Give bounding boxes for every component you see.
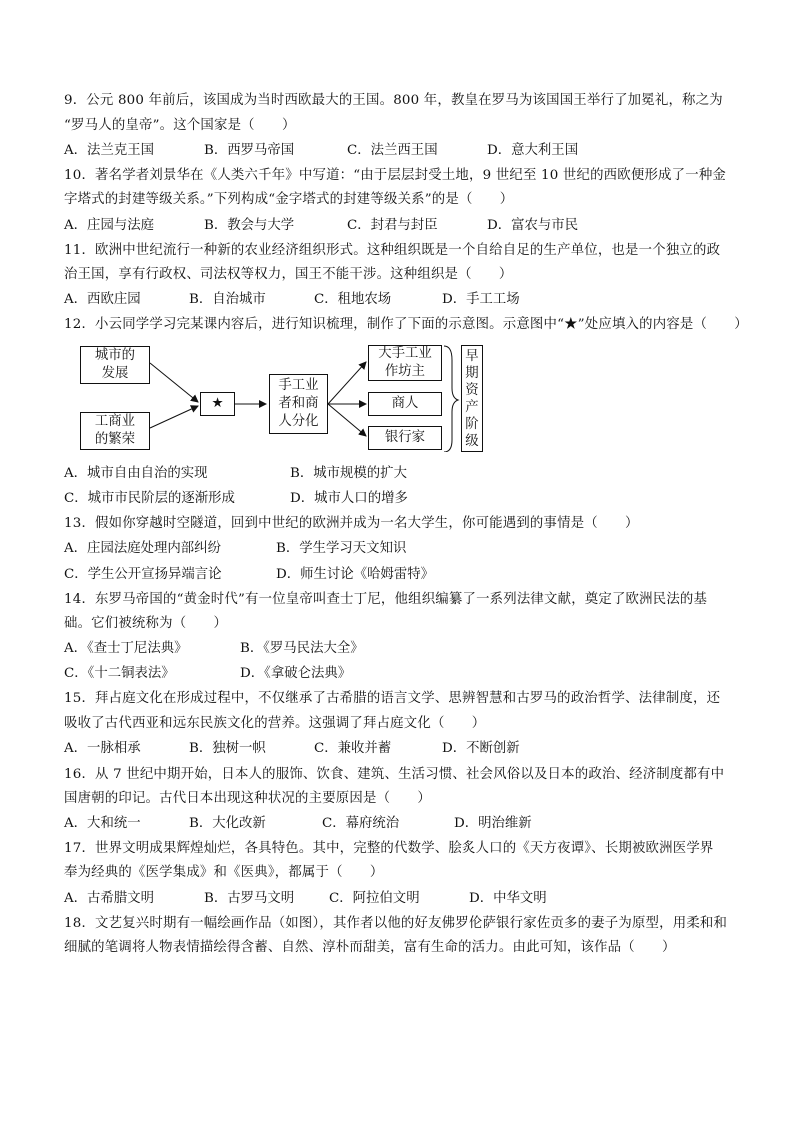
q14-line-1: 14．东罗马帝国的“黄金时代”有一位皇帝叫查士丁尼，他组织编纂了一系列法律文献，奠定了欧洲民法的基 bbox=[64, 592, 708, 607]
option-b[interactable]: B．教会与大学 bbox=[204, 218, 295, 233]
option-c[interactable]: C．学生公开宣扬异端言论 bbox=[64, 567, 222, 582]
arrow-result-1 bbox=[328, 362, 366, 404]
arrow-cause-1 bbox=[150, 363, 198, 402]
box-city-development: 城市的 发展 bbox=[80, 346, 150, 384]
option-a[interactable]: A．一脉相承 bbox=[64, 741, 141, 756]
box-commerce-prosperity: 工商业 的繁荣 bbox=[80, 412, 150, 450]
box-differentiation: 手工业 者和商 人分化 bbox=[269, 374, 328, 434]
option-a[interactable]: A．庄园法庭处理内部纠纷 bbox=[64, 541, 221, 556]
box-star bbox=[200, 392, 235, 416]
box-workshop-owner: 大手工业 作坊主 bbox=[368, 345, 442, 381]
option-a[interactable]: A．法兰克王国 bbox=[64, 143, 155, 158]
flow-diagram bbox=[64, 340, 494, 452]
q10-line-1: 10．著名学者刘景华在《人类六千年》中写道：“由于层层封受土地，9 世纪至 10 世纪的西欧便形成了一种金 bbox=[64, 168, 726, 183]
option-c[interactable]: C．法兰西王国 bbox=[347, 143, 438, 158]
box-merchant: 商人 bbox=[368, 392, 442, 416]
option-c[interactable]: C．幕府统治 bbox=[322, 816, 400, 831]
option-c[interactable]: C．城市市民阶层的逐渐形成 bbox=[64, 491, 235, 506]
option-d[interactable]: D．《拿破仑法典》 bbox=[240, 666, 352, 681]
option-d[interactable]: D．不断创新 bbox=[442, 741, 520, 756]
option-b[interactable]: B．自治城市 bbox=[189, 292, 266, 307]
option-b[interactable]: B．古罗马文明 bbox=[204, 891, 295, 906]
q11-line-1: 11．欧洲中世纪流行一种新的农业经济组织形式。这种组织既是一个自给自足的生产单位，也是一个独立的政 bbox=[64, 243, 721, 258]
option-b[interactable]: B．学生学习天文知识 bbox=[276, 541, 407, 556]
option-d[interactable]: D．城市人口的增多 bbox=[290, 491, 408, 506]
option-d[interactable]: D．明治维新 bbox=[454, 816, 532, 831]
q14-line-2: 础。它们被统称为（ ） bbox=[64, 616, 228, 631]
q13-line-1: 13．假如你穿越时空隧道，回到中世纪的欧洲并成为一名大学生，你可能遇到的事情是（ ） bbox=[64, 516, 639, 531]
option-d[interactable]: D．师生讨论《哈姆雷特》 bbox=[276, 567, 435, 582]
option-b[interactable]: B．西罗马帝国 bbox=[204, 143, 295, 158]
option-c[interactable]: C．兼收并蓄 bbox=[314, 741, 392, 756]
option-d[interactable]: D．富农与市民 bbox=[487, 218, 579, 233]
option-a[interactable]: A．庄园与法庭 bbox=[64, 218, 155, 233]
option-c[interactable]: C．《十二铜表法》 bbox=[64, 666, 175, 681]
q15-line-1: 15．拜占庭文化在形成过程中，不仅继承了古希腊的语言文学、思辨智慧和古罗马的政治哲学、法律制度，还 bbox=[64, 691, 721, 706]
box-bourgeoisie: 早 期 资 产 阶 级 bbox=[461, 345, 483, 452]
option-a[interactable]: A．城市自由自治的实现 bbox=[64, 466, 208, 481]
option-a[interactable]: A．《查士丁尼法典》 bbox=[64, 641, 188, 656]
box-banker: 银行家 bbox=[368, 426, 442, 450]
option-a[interactable]: A．西欧庄园 bbox=[64, 292, 141, 307]
option-b[interactable]: B．城市规模的扩大 bbox=[290, 466, 407, 481]
option-b[interactable]: B．独树一帜 bbox=[189, 741, 266, 756]
q12-line-1: 12．小云同学学习完某课内容后，进行知识梳理，制作了下面的示意图。示意图中“★”处应填入的内容是（ ） bbox=[64, 317, 748, 332]
q17-line-1: 17．世界文明成果辉煌灿烂，各具特色。其中，完整的代数学、脍炙人口的《天方夜谭》、长期被欧洲医学界 bbox=[64, 841, 714, 856]
q16-line-2: 国唐朝的印记。古代日本出现这种状况的主要原因是（ ） bbox=[64, 791, 431, 806]
q9-line-1: 9．公元 800 年前后，该国成为当时西欧最大的王国。800 年，教皇在罗马为该国国王举行了加冕礼，称之为 bbox=[64, 93, 723, 108]
q9-line-2: “罗马人的皇帝”。这个国家是（ ） bbox=[64, 118, 296, 133]
option-a[interactable]: A．古希腊文明 bbox=[64, 891, 155, 906]
brace-icon bbox=[444, 346, 458, 452]
option-d[interactable]: D．意大利王国 bbox=[487, 143, 579, 158]
option-b[interactable]: B．《罗马民法大全》 bbox=[240, 641, 364, 656]
option-c[interactable]: C．封君与封臣 bbox=[347, 218, 438, 233]
option-c[interactable]: C．阿拉伯文明 bbox=[329, 891, 420, 906]
option-a[interactable]: A．大和统一 bbox=[64, 816, 141, 831]
arrow-cause-2 bbox=[150, 406, 198, 428]
option-d[interactable]: D．中华文明 bbox=[469, 891, 547, 906]
q11-line-2: 治王国，享有行政权、司法权等权力，国王不能干涉。这种组织是（ ） bbox=[64, 267, 513, 282]
q10-line-2: 字塔式的封建等级关系。”下列构成“金字塔式的封建等级关系”的是（ ） bbox=[64, 192, 514, 207]
star-icon: ★ bbox=[211, 396, 224, 411]
q15-line-2: 吸收了古代西亚和远东民族文化的营养。这强调了拜占庭文化（ ） bbox=[64, 716, 486, 731]
option-d[interactable]: D．手工工场 bbox=[442, 292, 520, 307]
q18-line-2: 细腻的笔调将人物表情描绘得含蓄、自然、淳朴而甜美，富有生命的活力。由此可知，该作品（ ） bbox=[64, 940, 676, 955]
q16-line-1: 16．从 7 世纪中期开始，日本人的服饰、饮食、建筑、生活习惯、社会风俗以及日本的政治、经济制度都有中 bbox=[64, 767, 725, 782]
arrow-result-3 bbox=[328, 404, 366, 436]
option-b[interactable]: B．大化改新 bbox=[189, 816, 266, 831]
q18-line-1: 18．文艺复兴时期有一幅绘画作品（如图），其作者以他的好友佛罗伦萨银行家佐贡多的妻子为原型，用柔和和 bbox=[64, 916, 728, 931]
q17-line-2: 奉为经典的《医学集成》和《医典》，都属于（ ） bbox=[64, 865, 384, 880]
option-c[interactable]: C．租地农场 bbox=[314, 292, 392, 307]
